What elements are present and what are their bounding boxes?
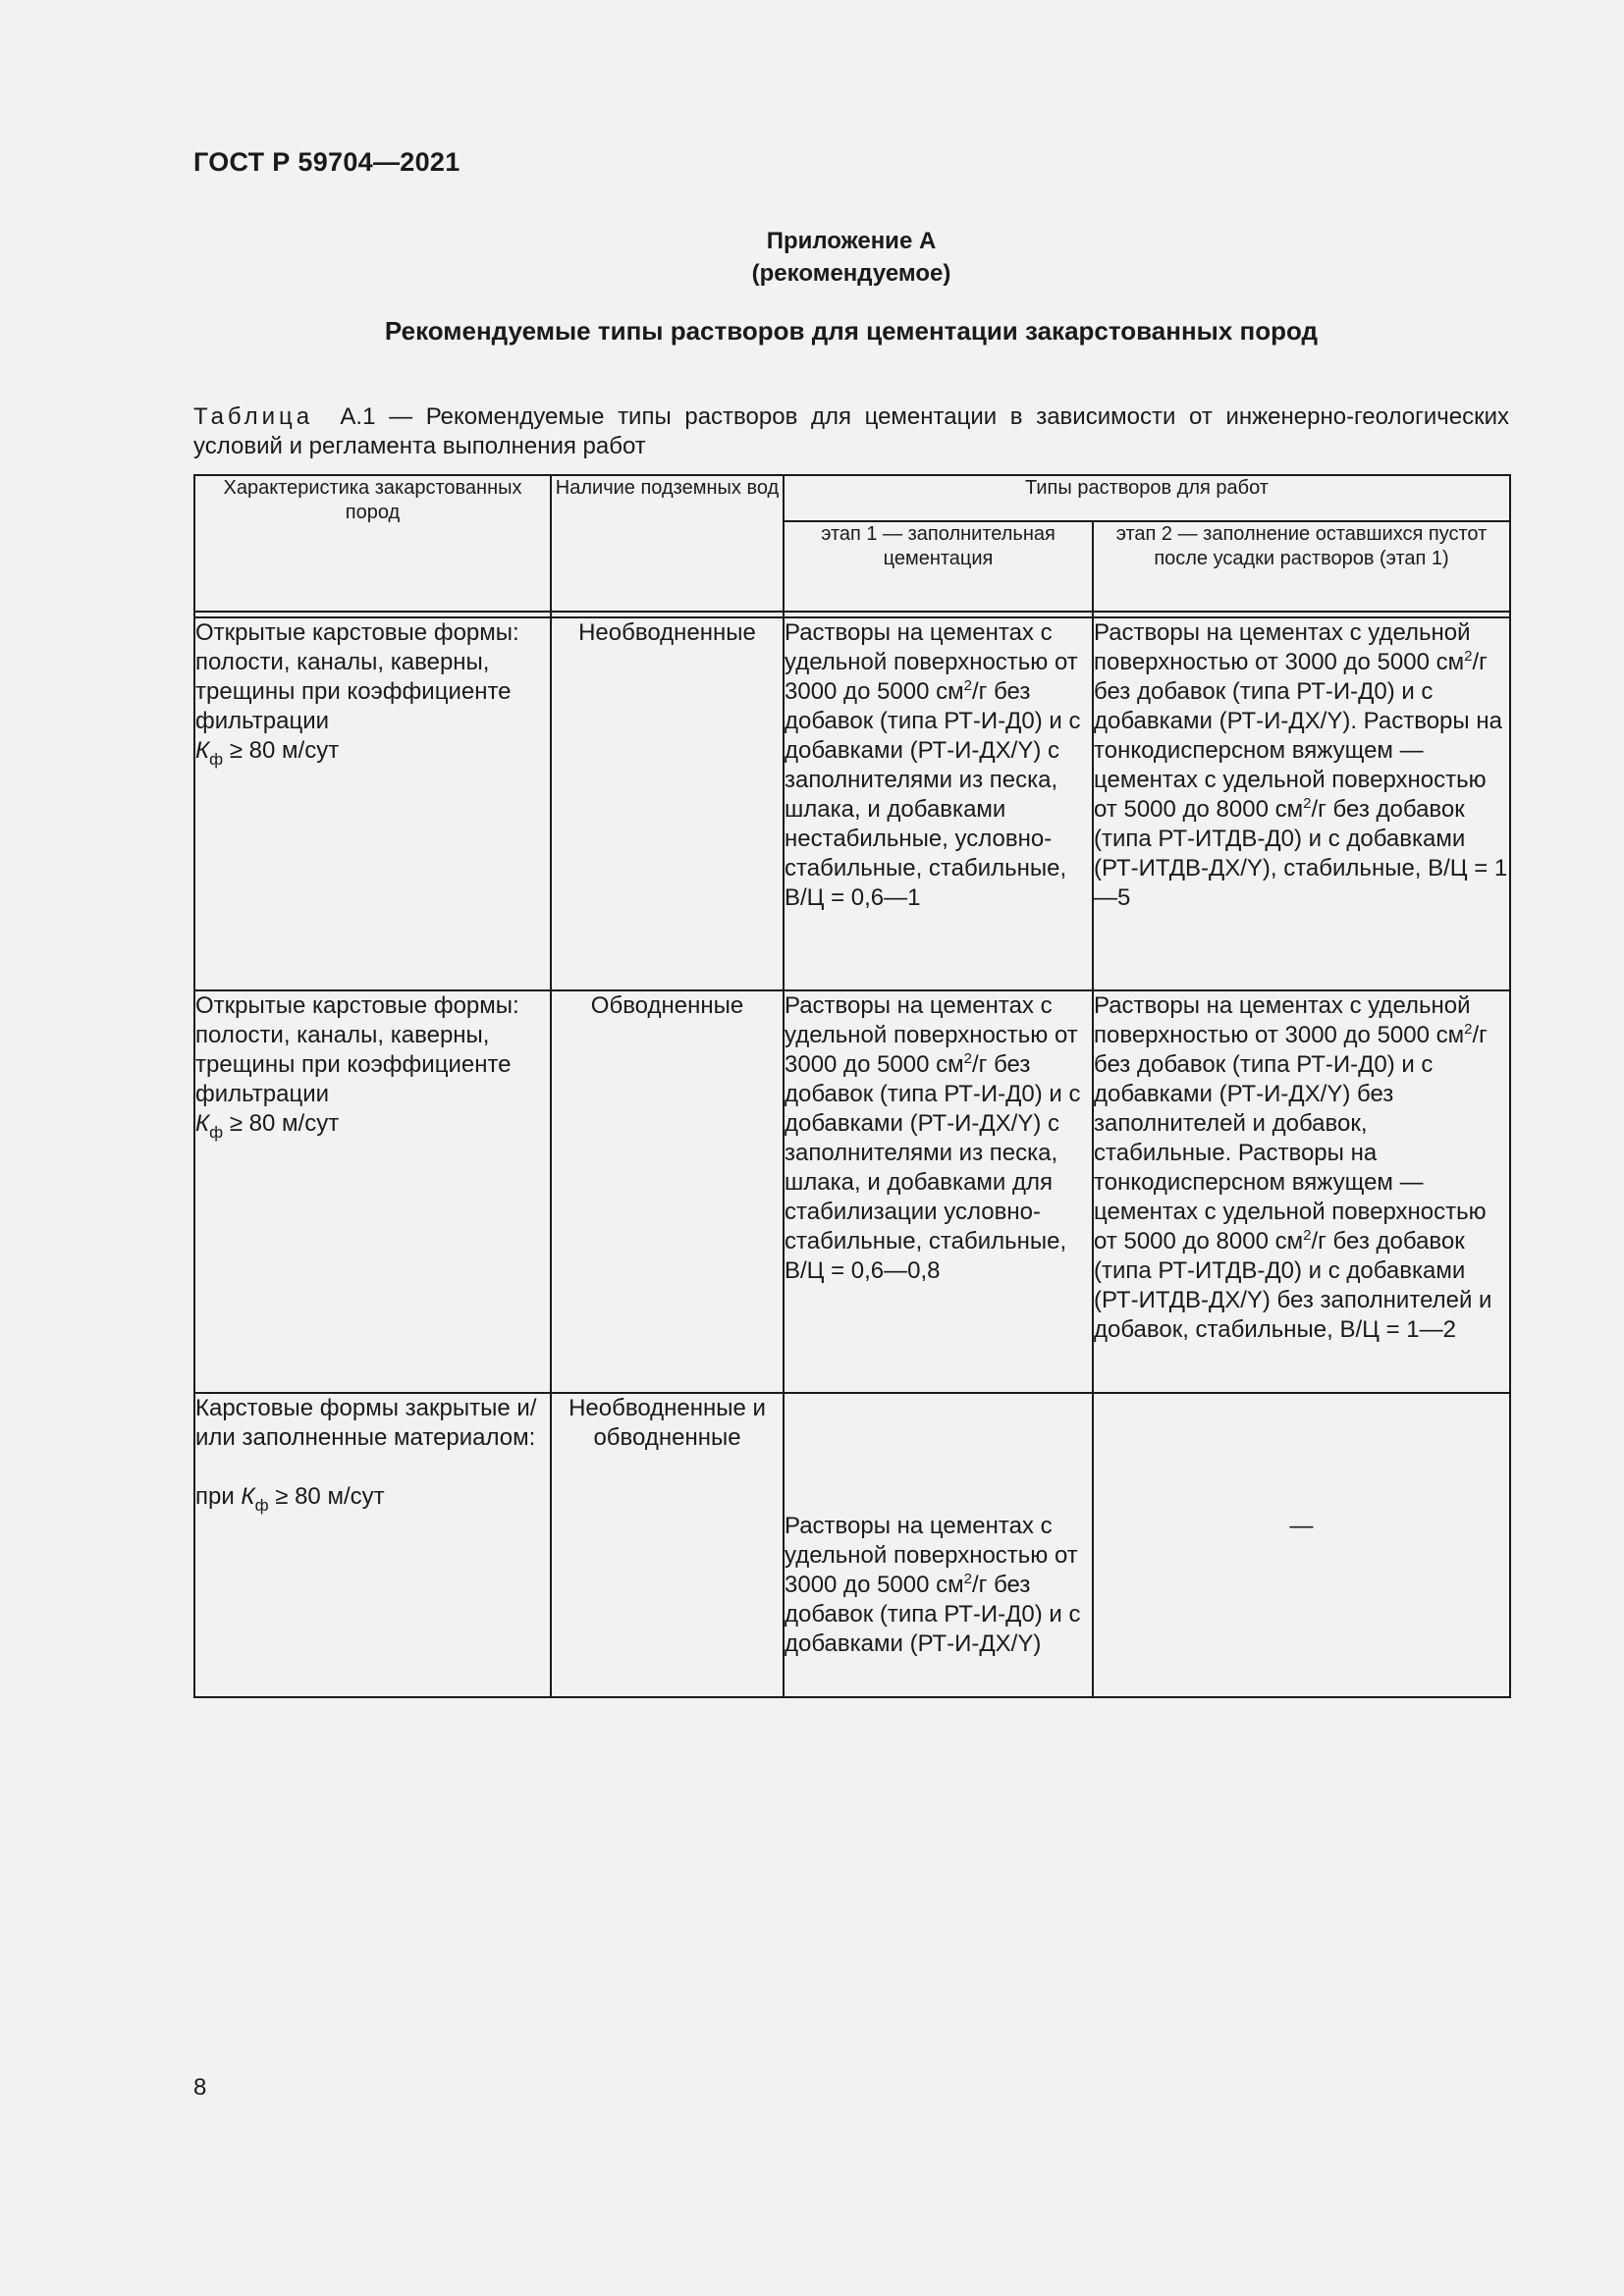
stage1-text-after: /г без добавок (типа РТ-И-Д0) и с добавками (РТ-И-ДХ/Y) с заполнителями из песка, шлака, и добавками для стабилизации условно-стабильные, стабильные, В/Ц = 0,6—0,8 [785,1051,1081,1284]
stage2-dash: — [1289,1513,1314,1539]
table-row [194,990,1510,1393]
header-solution-types: Типы растворов для работ [784,475,1510,521]
header-stage2: этап 2 — заполнение оставшихся пустот после усадки растворов (этап 1) [1093,521,1510,612]
table-row [194,1393,1510,1697]
stage2-text-2: /г без добавок (типа РТ-И-Д0) и с добавками (РТ-И-ДХ/Y) без заполнителей и добавок, стабильные. Растворы на тонкодисперсном вяжущем — цементах с удельной поверхностью от 5000 до 8000 см [1094,1022,1488,1255]
stage1-text-after: /г без добавок (типа РТ-И-Д0) и с добавками (РТ-И-ДХ/Y) [785,1572,1081,1657]
stage2-sup-2: 2 [1303,1227,1312,1244]
header-characteristic: Характеристика закарстованных пород [194,475,551,612]
cell-groundwater: Обводненные [551,990,784,1393]
stage2-sup-1: 2 [1464,648,1473,665]
cell-stage2 [1093,617,1510,990]
document-code: ГОСТ Р 59704—2021 [193,147,460,177]
appendix-title: Приложение А [766,228,937,254]
cell-stage2 [1093,990,1510,1393]
stage2-sup-1: 2 [1464,1021,1473,1038]
stage1-text-before: Растворы на цементах с удельной поверхностью от 3000 до 5000 см [785,1513,1078,1598]
stage2-text-3: /г без добавок (типа РТ-ИТДВ-Д0) и с добавками (РТ-ИТДВ-ДХ/Y), стабильные, В/Ц = 1—5 [1094,796,1508,911]
stage1-sup: 2 [963,1050,972,1067]
cell-groundwater: Необводненные [551,617,784,990]
table-caption-label: Таблица [193,403,314,430]
header-stage1: этап 1 — заполнительная цементация [784,521,1093,612]
appendix-status: (рекомендуемое) [751,260,951,287]
cell-characteristic [194,617,551,990]
k-value: ≥ 80 м/сут [268,1483,385,1510]
stage2-text-3: /г без добавок (типа РТ-ИТДВ-Д0) и с добавками (РТ-ИТДВ-ДХ/Y) без заполнителей и добавок, стабильные, В/Ц = 1—2 [1094,1228,1492,1343]
k-subscript: ф [209,1123,224,1142]
stage1-text-before: Растворы на цементах с удельной поверхностью от 3000 до 5000 см [785,619,1078,705]
characteristic-text: Открытые карстовые формы: полости, каналы, каверны, трещины при коэффициенте фильтрации [195,992,519,1107]
stage2-sup-2: 2 [1303,795,1312,812]
cell-characteristic [194,1393,551,1697]
characteristic-text: Карстовые формы закрытые и/или заполненные материалом: [195,1395,537,1451]
table-caption-text: — Рекомендуемые типы растворов для цементации в зависимости от инженерно-геологических условий и регламента выполнения работ [193,403,1509,459]
table-caption [193,402,1509,461]
k-symbol: К [195,737,210,764]
characteristic-text: Открытые карстовые формы: полости, каналы, каверны, трещины при коэффициенте фильтрации [195,619,519,734]
stage1-text-after: /г без добавок (типа РТ-И-Д0) и с добавками (РТ-И-ДХ/Y) с заполнителями из песка, шлака, и добавками нестабильные, условно-стабильные, стабильные, В/Ц = 0,6—1 [785,678,1081,911]
cell-characteristic [194,990,551,1393]
cell-stage2 [1093,1393,1510,1697]
k-subscript: ф [254,1496,269,1515]
cell-stage1 [784,617,1093,990]
stage2-text-1: Растворы на цементах с удельной поверхностью от 3000 до 5000 см [1094,619,1471,675]
stage1-text-before: Растворы на цементах с удельной поверхностью от 3000 до 5000 см [785,992,1078,1078]
stage1-sup: 2 [963,677,972,694]
cell-stage1 [784,990,1093,1393]
cell-stage1 [784,1393,1093,1697]
k-value: ≥ 80 м/сут [223,737,340,764]
k-symbol: К [241,1483,255,1510]
k-symbol: К [195,1110,210,1137]
table-header-row [194,475,1510,521]
stage1-sup: 2 [963,1571,972,1587]
section-title: Рекомендуемые типы растворов для цементации закарстованных пород [384,316,1319,346]
table-caption-number: А.1 [340,403,376,430]
header-groundwater: Наличие подземных вод [551,475,784,612]
stage2-text-2: /г без добавок (типа РТ-И-Д0) и с добавками (РТ-И-ДХ/Y). Растворы на тонкодисперсном вяжущем — цементах с удельной поверхностью от 5000 до 8000 см [1094,649,1502,823]
page-number: 8 [193,2074,207,2101]
k-prefix: при [195,1483,242,1510]
table-row [194,617,1510,990]
solutions-table [193,474,1511,1698]
k-subscript: ф [209,750,224,769]
stage2-text-1: Растворы на цементах с удельной поверхностью от 3000 до 5000 см [1094,992,1471,1048]
appendix-heading [193,225,1509,290]
k-value: ≥ 80 м/сут [223,1110,340,1137]
cell-groundwater: Необводненные и обводненные [551,1393,784,1697]
